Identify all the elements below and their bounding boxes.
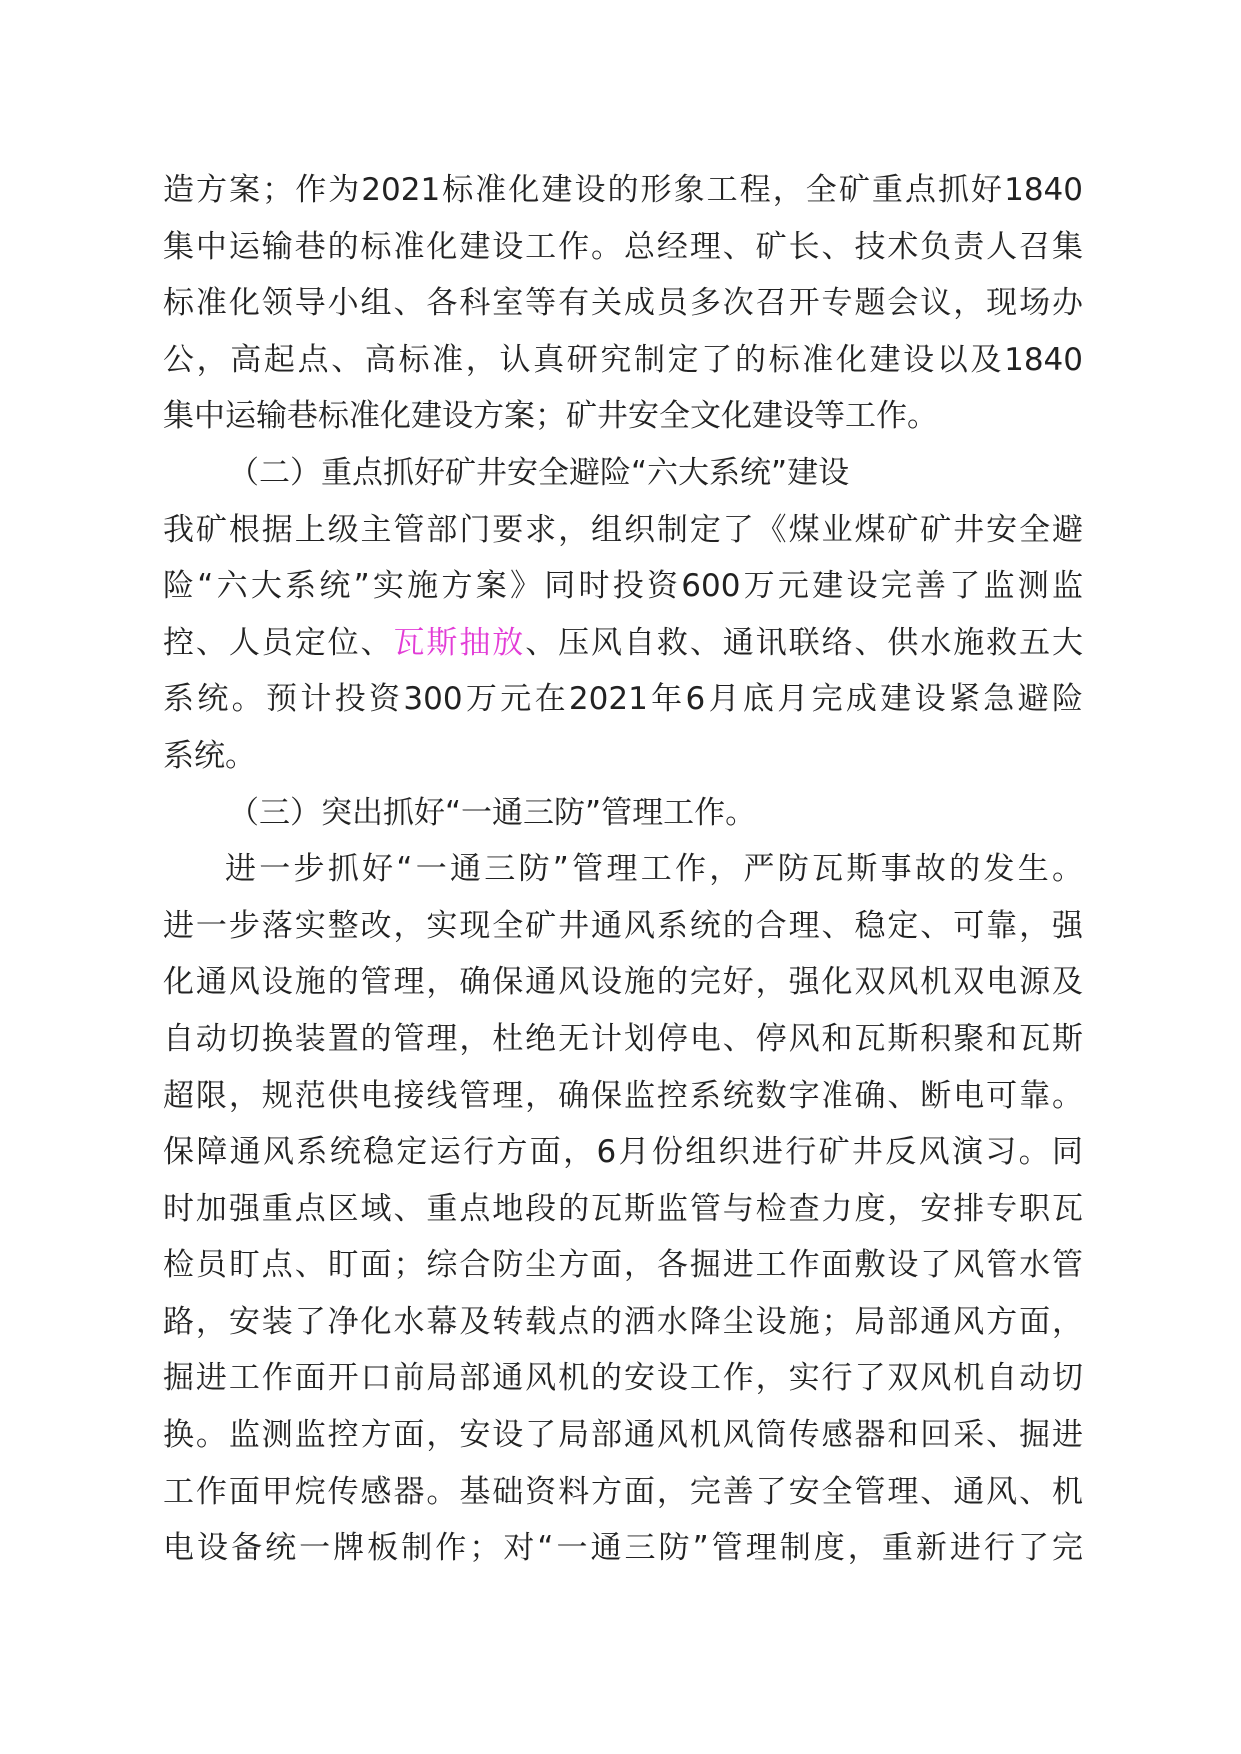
text-line: 换。监测监控方面，安设了局部通风机风筒传感器和回采、掘进 <box>163 1417 1083 1454</box>
text-line: 造方案；作为2021标准化建设的形象工程，全矿重点抓好1840 <box>163 172 1083 208</box>
text-line: 公，高起点、高标准，认真研究制定了的标准化建设以及1840 <box>163 341 1083 378</box>
text-segment: 控、人员定位、 <box>163 624 394 661</box>
text-line: 检员盯点、盯面；综合防尘方面，各掘进工作面敷设了风管水管 <box>163 1247 1083 1284</box>
text-line: 进一步落实整改，实现全矿井通风系统的合理、稳定、可靠，强 <box>163 907 1083 944</box>
text-line: 险“六大系统”实施方案》同时投资600万元建设完善了监测监 <box>163 568 1083 605</box>
text-line: 工作面甲烷传感器。基础资料方面，完善了安全管理、通风、机 <box>163 1473 1083 1510</box>
text-line: 集中运输巷标准化建设方案；矿井安全文化建设等工作。 <box>163 398 938 435</box>
text-line <box>163 615 1083 672</box>
text-line: 系统。 <box>163 737 256 774</box>
section-heading-2: （二）重点抓好矿井安全避险“六大系统”建设 <box>228 454 850 491</box>
text-line: 进一步抓好“一通三防”管理工作，严防瓦斯事故的发生。 <box>225 851 1083 888</box>
text-segment: 、压风自救、通讯联络、供水施救五大 <box>525 624 1084 661</box>
text-line: 自动切换装置的管理，杜绝无计划停电、停风和瓦斯积聚和瓦斯 <box>163 1020 1083 1057</box>
section-heading-3: （三）突出抓好“一通三防”管理工作。 <box>228 794 757 831</box>
text-line: 集中运输巷的标准化建设工作。总经理、矿长、技术负责人召集 <box>163 228 1083 265</box>
text-line: 时加强重点区域、重点地段的瓦斯监管与检查力度，安排专职瓦 <box>163 1190 1083 1227</box>
text-line: 路，安装了净化水幕及转载点的洒水降尘设施；局部通风方面， <box>163 1303 1083 1340</box>
text-line: 保障通风系统稳定运行方面，6月份组织进行矿井反风演习。同 <box>163 1134 1083 1171</box>
text-line: 掘进工作面开口前局部通风机的安设工作，实行了双风机自动切 <box>163 1360 1083 1397</box>
text-line: 超限，规范供电接线管理，确保监控系统数字准确、断电可靠。 <box>163 1077 1083 1114</box>
text-line: 电设备统一牌板制作；对“一通三防”管理制度，重新进行了完 <box>163 1530 1083 1567</box>
text-line: 化通风设施的管理，确保通风设施的完好，强化双风机双电源及 <box>163 964 1083 1001</box>
text-line: 系统。预计投资300万元在2021年6月底月完成建设紧急避险 <box>163 681 1083 718</box>
highlighted-text: 瓦斯抽放 <box>393 624 526 661</box>
text-line: 标准化领导小组、各科室等有关成员多次召开专题会议，现场办 <box>163 285 1083 322</box>
text-line: 我矿根据上级主管部门要求，组织制定了《煤业煤矿矿井安全避 <box>163 511 1083 548</box>
document-body <box>163 162 1083 1577</box>
